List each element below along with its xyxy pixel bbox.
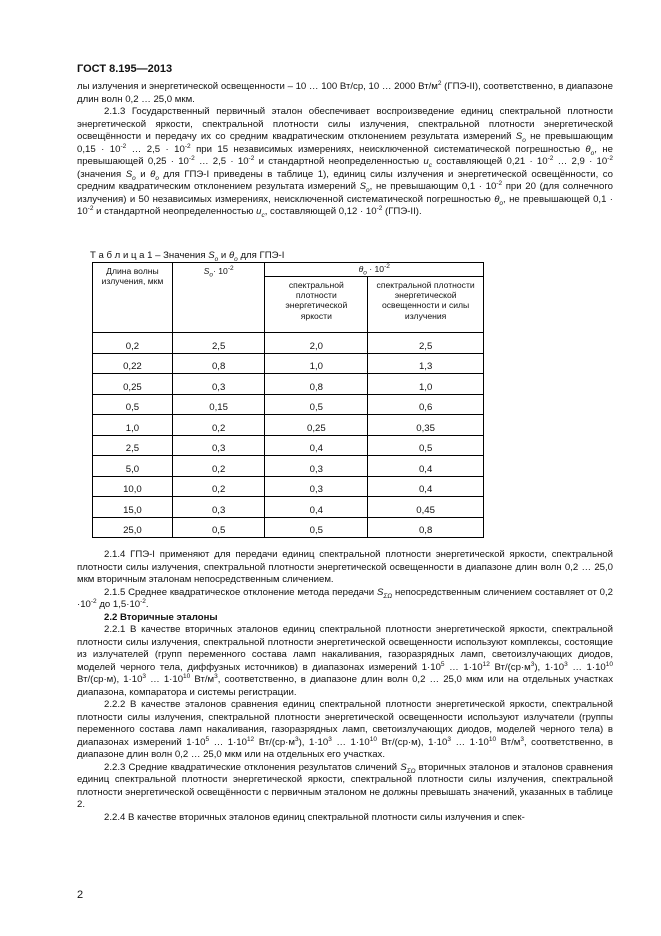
paragraph-2-2-4: 2.2.4 В качестве вторичных эталонов единиц спектральной плотности силы излучения и спек-: [104, 811, 525, 823]
table-row: [93, 353, 484, 374]
table-cell: 2,5: [93, 435, 173, 456]
header-theta-irradiance: спектральной плотности энергетической освещенности и силы излучения: [368, 277, 484, 333]
header-so: $S_o\cdot 10^{-2}$: [172, 263, 265, 333]
table-cell: 0,45: [368, 497, 484, 518]
table-cell: 0,25: [93, 374, 173, 395]
table-row: [93, 476, 484, 497]
table-cell: 2,5: [368, 333, 484, 354]
table-row: [93, 374, 484, 395]
header-theta-brightness: спектральной плотности энергетической яркости: [265, 277, 368, 333]
table-cell: 1,0: [93, 415, 173, 436]
paragraph-2-1-4: 2.1.4 ГПЭ-I применяют для передачи единиц спектральной плотности энергетической яркости, спектральной плотности силы излучения, спектральной плотности энергетической освещенности в диапазоне длин волн 0,2 … 25,0 мкм вторичным эталонам непосредственным сличением.: [77, 549, 613, 585]
paragraph-2-1-5: 2.1.5 Среднее квадратическое отклонение метода передачи $S_{\Sigma\Omega}$ непосредственным сличением составляет от $0,2 \cdot 10^{-2}$ до $1,5\cdot 10^{-2}$.: [77, 586, 613, 610]
table-cell: 1,0: [265, 353, 368, 374]
table-cell: 0,22: [93, 353, 173, 374]
table-cell: 2,0: [265, 333, 368, 354]
table-cell: 0,2: [172, 456, 265, 477]
table-cell: 0,3: [265, 476, 368, 497]
table-row: [93, 517, 484, 538]
body-text-top: [77, 81, 613, 219]
document-header: ГОСТ 8.195—2013: [77, 63, 173, 75]
table-cell: 0,4: [265, 497, 368, 518]
page-number: 2: [77, 889, 84, 901]
table-row: [93, 333, 484, 354]
table-cell: 0,3: [172, 374, 265, 395]
table-cell: 0,2: [172, 476, 265, 497]
table-cell: 0,35: [368, 415, 484, 436]
table-cell: 0,4: [265, 435, 368, 456]
table-row: [93, 394, 484, 415]
table-cell: 0,8: [172, 353, 265, 374]
table-cell: 0,15: [172, 394, 265, 415]
table-cell: 0,8: [368, 517, 484, 538]
table-cell: 0,5: [172, 517, 265, 538]
table-row: [93, 497, 484, 518]
header-wavelength: Длина волны излучения, мкм: [93, 263, 173, 333]
table-cell: 0,5: [265, 517, 368, 538]
table-cell: 0,6: [368, 394, 484, 415]
table-cell: 10,0: [93, 476, 173, 497]
table-cell: 0,2: [93, 333, 173, 354]
table-cell: 0,3: [172, 497, 265, 518]
table-cell: 0,2: [172, 415, 265, 436]
paragraph-2-2-2: 2.2.2 В качестве эталонов сравнения единиц спектральной плотности энергетической яркости, спектральной плотности силы излучения, спектральной плотности энергетической освещенности используют излучатели (группы переменного состава ламп накаливания, газоразрядных ламп, светоизлучающих диодов, моделей черного тела) в диапазонах измерений $1\cdot 10^5$ … $1\cdot 10^{12}$ $Вт/(ср\cdot м^3)$, $1\cdot 10^3$ … $1\cdot 10^{10}$ Вт/(ср·м), $1\cdot 10^3$ … $1\cdot 10^{10}$ $Вт/м^3$, соответственно, в диапазоне длин волн 0,2 … 25,0 мкм или на отдельных его участках.: [77, 699, 613, 760]
body-text-bottom: [77, 549, 613, 824]
header-theta: $\theta_o \cdot 10^{-2}$: [265, 263, 484, 277]
paragraph-2-2-1: 2.2.1 В качестве вторичных эталонов единиц спектральной плотности энергетической яркости, спектральной плотности силы излучения, спектральной плотности энергетической освещенности используют комплексы, состоящие из излучателей (групп переменного состава ламп накаливания, газоразрядных ламп, светоизлучающих диодов, моделей черного тела, диффузных источников) в диапазонах измерений $1\cdot 10^5$ … $1\cdot 10^{12}$ $Вт/(ср\cdot м^3)$, $1\cdot 10^3$ … $1\cdot 10^{10}$ Вт/(ср·м), $1\cdot 10^3$ … $1\cdot 10^{10}$ $Вт/м^3$, соответственно, в диапазоне длин волн 0,2 … 25,0 мкм или на отдельных участках диапазона, компаратора и системы регистрации.: [77, 624, 613, 698]
paragraph-2-2-3: 2.2.3 Средние квадратические отклонения результатов сличений $S_{\Sigma\Omega}$ вторичных эталонов и эталонов сравнения единиц спектральной плотности энергетической яркости, спектральной плотности силы излучения, спектральной плотности энергетической освещённости с первичным эталоном не должны превышать значений, указанных в таблице 2.: [77, 761, 613, 810]
table-cell: 0,25: [265, 415, 368, 436]
table-caption: Т а б л и ц а 1 – Значения $S_o$ и $\theta_o$ для ГПЭ-I: [90, 250, 285, 263]
table-body: [93, 333, 484, 538]
table-cell: 0,3: [172, 435, 265, 456]
table-1: [92, 262, 484, 538]
paragraph-continuation: лы излучения и энергетической освещенности – 10 … 100 Вт/ср, 10 … 2000 $Вт/м^2$ (ГПЭ-II), соответственно, в диапазоне длин волн 0,2 … 25,0 мкм.: [77, 79, 614, 105]
table-cell: 1,3: [368, 353, 484, 374]
table-cell: 1,0: [368, 374, 484, 395]
table-cell: 0,5: [368, 435, 484, 456]
section-heading-2-2: 2.2 Вторичные эталоны: [104, 611, 218, 623]
table-cell: 0,3: [265, 456, 368, 477]
table-cell: 0,4: [368, 476, 484, 497]
table-cell: 0,5: [93, 394, 173, 415]
table-cell: 15,0: [93, 497, 173, 518]
table-row: [93, 415, 484, 436]
table-cell: 5,0: [93, 456, 173, 477]
table-cell: 2,5: [172, 333, 265, 354]
table-cell: 25,0: [93, 517, 173, 538]
table-cell: 0,4: [368, 456, 484, 477]
paragraph-2-1-3: 2.1.3 Государственный первичный эталон обеспечивает воспроизведение единиц спектральной плотности энергетической яркости, спектральной плотности силы излучения, спектральной плотности энергетической освещённости и передачу их со средним квадратическим отклонением результата измерений $S_o$ не превышающим $0,15 \cdot 10^{-2}$ … $2,5 \cdot 10^{-2}$ при 15 независимых измерениях, неисключенной систематической погрешностью $\theta_o$, не превышающей $0,25 \cdot 10^{-2}$ … $2,5 \cdot 10^{-2}$ и стандартной неопределенностью $u_c$ составляющей $0,21 \cdot 10^{-2}$ … $2,9 \cdot 10^{-2}$ (значения $S_o$ и $\theta_o$ для ГПЭ-I приведены в таблице 1), единиц силы излучения и энергетической освещённости, со средним квадратическим отклонением результата измерений $S_o$, не превышающим $0,1 \cdot 10^{-2}$ при 20 (для солнечного излучения) и 50 независимых измерениях, неисключенной систематической погрешностью $\theta_o$, не превышающей $0,1 \cdot 10^{-2}$ и стандартной неопределенностью $u_c$, составляющей $0,12 \cdot 10^{-2}$ (ГПЭ-II).: [77, 106, 614, 219]
table-row: [93, 456, 484, 477]
table-cell: 0,5: [265, 394, 368, 415]
table-row: [93, 435, 484, 456]
table-cell: 0,8: [265, 374, 368, 395]
